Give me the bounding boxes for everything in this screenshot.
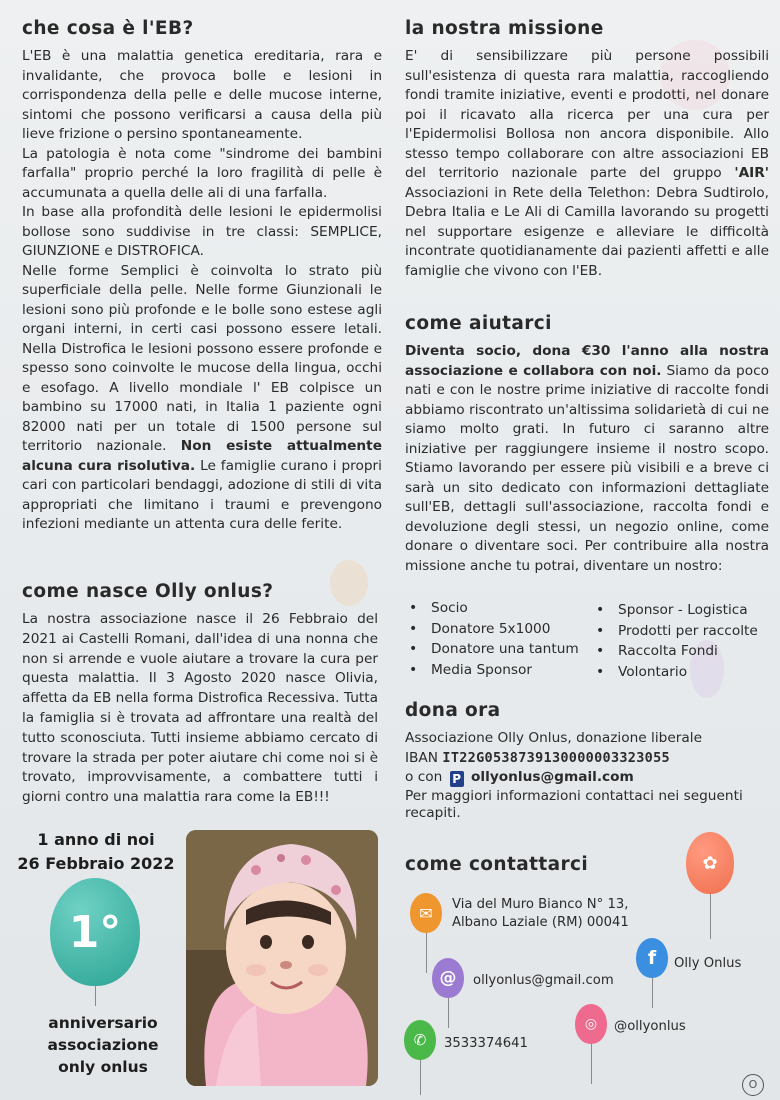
- paypal-line: [405, 768, 769, 788]
- balloon-string: [426, 933, 427, 973]
- eb-paragraph: [22, 262, 382, 535]
- corner-logo-icon: O: [742, 1074, 764, 1096]
- right-column: [405, 18, 769, 281]
- mission-text: E' di sensibilizzare più persone possibili sull'esistenza di questa rara malattia, raccogliendo fondi tramite iniziative, eventi e prodotti, nel donare poi il ricavato alla ricerca per una cura per l'Epidermolisi Bollosa non ancora disponibile. Allo stesso tempo collaborare con altre associazioni EB del territorio nazionale parte del gruppo: [405, 48, 769, 181]
- help-list-right: [592, 600, 772, 682]
- balloon-string: [652, 978, 653, 1008]
- anniversary-balloon-text: 1°: [68, 906, 122, 958]
- list-item: • Donatore 5x1000: [405, 619, 585, 640]
- balloon-string: [448, 998, 449, 1028]
- help-list-left: [405, 598, 585, 680]
- list-item: • Volontario: [592, 662, 772, 683]
- anniversary-caption-line: anniversario: [48, 1014, 158, 1032]
- list-item: • Prodotti per raccolte: [592, 621, 772, 642]
- donate-line: Associazione Olly Onlus, donazione liberale: [405, 730, 703, 746]
- anniversary-date: 26 Febbraio 2022: [17, 854, 175, 873]
- eb-text: Nelle forme Semplici è coinvolta lo strato più superficiale della pelle. Nelle forme Giunzionali le lesioni sono più profonde e le bolle sono estese agli organi interni, in certi casi possono essere letali. Nella Distrofica le lesioni possono essere profonde e spesso sono coinvolte le mucose della lingua, occhi e esofago. A livello mondiale l' EB colpisce un bambino su 17000 nati, in Italia 1 paziente ogni 82000 nati per un totale di 1500 persone sul territorio nazionale.: [22, 262, 382, 454]
- anniversary-balloon: [50, 878, 140, 986]
- eb-title: che cosa è l'EB?: [22, 18, 194, 39]
- help-text: Siamo da poco nati e con le nostre prime iniziative di raccolte fondi abbiamo riscontrato un'altissima solidarietà di cui ne siamo molto grati. In futuro ci saranno altre iniziative per raggiungere insieme il nostro scopo. Stiamo lavorando per essere più visibili e a breve ci sarà un sito dedicato con informazioni dettagliate sull'EB, dettagli sull'associazione, raccolta fondi e devoluzione degli stessi, un negozio online, come donare o diventare soci. Per contribuire alla nostra missione anche tu potrai, diventare un nostro:: [405, 362, 769, 574]
- address: [452, 896, 672, 932]
- mission-paragraph: [405, 47, 769, 281]
- list-item: • Media Sponsor: [405, 660, 585, 681]
- anniversary-caption-line: associazione: [47, 1036, 159, 1054]
- balloon-string: [95, 986, 96, 1006]
- anniversary-caption: [18, 1012, 188, 1078]
- facebook-contact[interactable]: Olly Onlus: [674, 956, 742, 971]
- instagram-contact[interactable]: @ollyonlus: [614, 1019, 686, 1034]
- list-item: • Socio: [405, 598, 585, 619]
- help-section: [405, 313, 769, 576]
- mission-bold-text: 'AIR': [734, 165, 769, 181]
- eb-paragraph: In base alla profondità delle lesioni le epidermolisi bollose sono suddivise in tre classi: SEMPLICE, GIUNZIONE e DISTROFICA.: [22, 204, 382, 259]
- donate-more: Per maggiori informazioni contattaci nei seguenti recapiti.: [405, 787, 743, 821]
- facebook-icon: f: [636, 938, 668, 978]
- balloon-string: [710, 894, 711, 939]
- envelope-icon: ✉: [410, 893, 442, 933]
- eb-bold-text: Non esiste attualmente alcuna cura risolutiva.: [22, 438, 382, 474]
- instagram-icon: ◎: [575, 1004, 607, 1044]
- iban-value: IT22G0538739130000003323055: [442, 749, 670, 766]
- whatsapp-icon: ✆: [404, 1020, 436, 1060]
- child-photo: [186, 830, 378, 1086]
- paypal-email[interactable]: ollyonlus@gmail.com: [471, 769, 634, 785]
- anniversary-caption-line: only onlus: [58, 1058, 148, 1076]
- olly-section: [22, 581, 378, 808]
- child-photo-illustration: [186, 830, 378, 1086]
- iban-line: [405, 749, 769, 769]
- help-bold-text: Diventa socio, dona €30 l'anno alla nostra associazione e collabora con noi.: [405, 343, 769, 379]
- help-paragraph: [405, 342, 769, 576]
- iban-label: IBAN: [405, 749, 439, 766]
- phone-contact[interactable]: 3533374641: [444, 1036, 528, 1051]
- list-item: • Sponsor - Logistica: [592, 600, 772, 621]
- address-line: Via del Muro Bianco N° 13,: [452, 897, 629, 912]
- eb-paragraph: La patologia è nota come "sindrome dei bambini farfalla" proprio perché la loro fragilità di pelle è accumunata a quella delle ali di una farfalla.: [22, 145, 382, 201]
- paypal-icon: P: [450, 771, 464, 787]
- olly-paragraph: La nostra associazione nasce il 26 Febbraio del 2021 ai Castelli Romani, dall'idea di una nonna che non si arrende e vuole aiutare a trovare la cura per questa malattia. Il 3 Agosto 2020 nasce Olivia, affetta da EB nella forma Distrofica Recessiva. Tutta la famiglia si è trovata ad affrontare una realtà del tutto sconosciuta. Tutti insieme abbiamo cercato di trovare la strada per poter aiutare chi come noi si è trovato, improvvisamente, a combattere tutti i giorni contro una malattia rara come la EB!!!: [22, 611, 378, 806]
- anniversary-heading: [8, 828, 184, 876]
- balloon-string: [591, 1044, 592, 1084]
- help-title: come aiutarci: [405, 313, 552, 334]
- donate-title: dona ora: [405, 700, 501, 721]
- anniversary-line: 1 anno di noi: [37, 830, 155, 849]
- paypal-prefix: o con: [405, 769, 443, 785]
- olly-title: come nasce Olly onlus?: [22, 581, 274, 602]
- mission-text: Associazioni in Rete della Telethon: Debra Sudtirolo, Debra Italia e Le Ali di Camilla lavorando su progetti nel supportare esigenze e alleviare le difficoltà incontrate quotidianamente dai pazienti affetti e alle famiglie che vivono con l'EB.: [405, 184, 769, 279]
- mission-title: la nostra missione: [405, 18, 604, 39]
- address-line: Albano Laziale (RM) 00041: [452, 915, 629, 930]
- eb-text: Le famiglie curano i propri cari con particolari bendaggi, adozione di stili di vita appropriati che limitano i traumi e prevengono infezioni mediante un attenta cura delle ferite.: [22, 457, 382, 532]
- at-sign-icon: @: [432, 958, 464, 998]
- eb-paragraph: L'EB è una malattia genetica ereditaria, rara e invalidante, che provoca bolle e lesioni in corrispondenza della pelle e delle mucose interne, sintomi che possono verificarsi a causa della più lieve frizione o persino spontaneamente.: [22, 48, 382, 142]
- balloon-string: [420, 1060, 421, 1095]
- email-contact[interactable]: ollyonlus@gmail.com: [473, 973, 614, 988]
- list-item: • Donatore una tantum: [405, 639, 585, 660]
- left-column: [22, 18, 382, 535]
- list-item: • Raccolta Fondi: [592, 641, 772, 662]
- butterfly-balloon-icon: ✿: [686, 832, 734, 894]
- contact-title: come contattarci: [405, 854, 589, 875]
- donate-section: [405, 700, 769, 822]
